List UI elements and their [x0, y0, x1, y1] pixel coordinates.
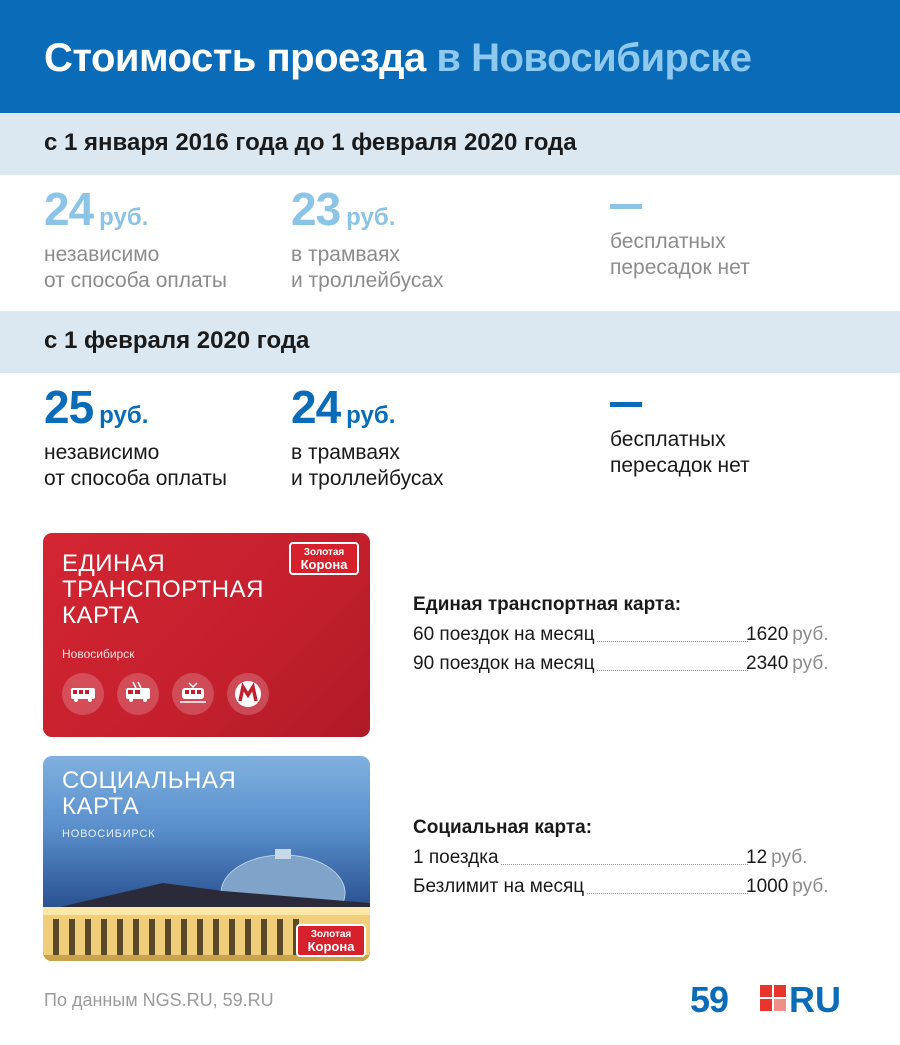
period-new-label: с 1 февраля 2020 года [44, 327, 310, 354]
fact-description: в трамваях и троллейбусах [291, 243, 444, 292]
price [44, 182, 227, 236]
price-unit: руб. [99, 402, 149, 429]
transport-card-tariffs [413, 594, 853, 682]
card-city: Новосибирск [62, 647, 135, 661]
social-card-tariffs [413, 817, 853, 905]
social-card-image [43, 756, 370, 961]
transport-card-image [43, 533, 370, 737]
tariff-title: Единая транспортная карта: [413, 594, 682, 615]
tram-icon [172, 673, 214, 715]
brand-square-icon [760, 985, 786, 1011]
price [44, 380, 227, 434]
tariff-unit: руб. [792, 624, 829, 645]
fact-description: бесплатных пересадок нет [610, 230, 750, 279]
tariff-label: 1 поездка [413, 847, 499, 868]
price-value: 24 [291, 381, 341, 433]
tariff-row [413, 847, 853, 876]
fact-old-tram-trolleybus [291, 182, 444, 294]
logo-line1: Золотая [310, 929, 352, 940]
tariff-unit: руб. [792, 876, 829, 897]
tariff-label: 90 поездок на месяц [413, 653, 595, 674]
tariff-price [746, 847, 807, 869]
dash-mark [610, 402, 642, 407]
fact-description: независимо от способа оплаты [44, 441, 227, 490]
tariff-value: 2340 [746, 653, 789, 674]
trolleybus-icon [117, 673, 159, 715]
card-title: СОЦИАЛЬНАЯ КАРТА [62, 767, 237, 820]
tariff-value: 1000 [746, 876, 789, 897]
zolotaya-korona-logo [296, 924, 366, 957]
page-title [44, 36, 751, 81]
card-title: ЕДИНАЯ ТРАНСПОРТНАЯ КАРТА [62, 550, 264, 629]
fact-old-transfers [610, 182, 750, 281]
metro-icon [227, 673, 269, 715]
price [291, 380, 444, 434]
price-unit: руб. [346, 204, 396, 231]
logo-line2: Корона [307, 939, 355, 954]
tariff-label: 60 поездок на месяц [413, 624, 595, 645]
price [291, 182, 444, 236]
tariff-value: 1620 [746, 624, 789, 645]
dash-mark [610, 204, 642, 209]
fact-description: независимо от способа оплаты [44, 243, 227, 292]
fact-new-transfers [610, 380, 750, 479]
logo-line1: Золотая [303, 547, 345, 558]
tariff-price [746, 876, 829, 898]
title-accent: в Новосибирске [436, 36, 752, 80]
price-unit: руб. [346, 402, 396, 429]
tariff-row [413, 624, 853, 653]
price-value: 25 [44, 381, 94, 433]
price-value: 23 [291, 183, 341, 235]
tariff-label: Безлимит на месяц [413, 876, 585, 897]
card-city: НОВОСИБИРСК [62, 828, 156, 840]
bus-icon [62, 673, 104, 715]
brand-number: 59 [690, 979, 729, 1020]
fact-new-tram-trolleybus [291, 380, 444, 492]
title-main: Стоимость проезда [44, 36, 426, 80]
tariff-row [413, 653, 853, 682]
fact-old-any-payment [44, 182, 227, 294]
tariff-rows [413, 624, 853, 682]
tariff-row [413, 876, 853, 905]
header-banner [0, 0, 900, 115]
tariff-rows [413, 847, 853, 905]
fact-description: бесплатных пересадок нет [610, 428, 750, 477]
period-new-band [0, 311, 900, 373]
fact-new-any-payment [44, 380, 227, 492]
tariff-price [746, 653, 829, 675]
tariff-unit: руб. [792, 653, 829, 674]
tariff-unit: руб. [771, 847, 808, 868]
period-old-band [0, 113, 900, 175]
brand-ru: RU [789, 979, 841, 1020]
period-old-label: с 1 января 2016 года до 1 февраля 2020 года [44, 129, 577, 156]
tariff-value: 12 [746, 847, 768, 868]
tariff-price [746, 624, 829, 646]
fact-description: в трамваях и троллейбусах [291, 441, 444, 490]
source-note: По данным NGS.RU, 59.RU [44, 990, 274, 1010]
zolotaya-korona-logo [289, 542, 359, 575]
logo-line2: Корона [300, 557, 348, 572]
price-unit: руб. [99, 204, 149, 231]
price-value: 24 [44, 183, 94, 235]
tariff-title: Социальная карта: [413, 817, 593, 838]
